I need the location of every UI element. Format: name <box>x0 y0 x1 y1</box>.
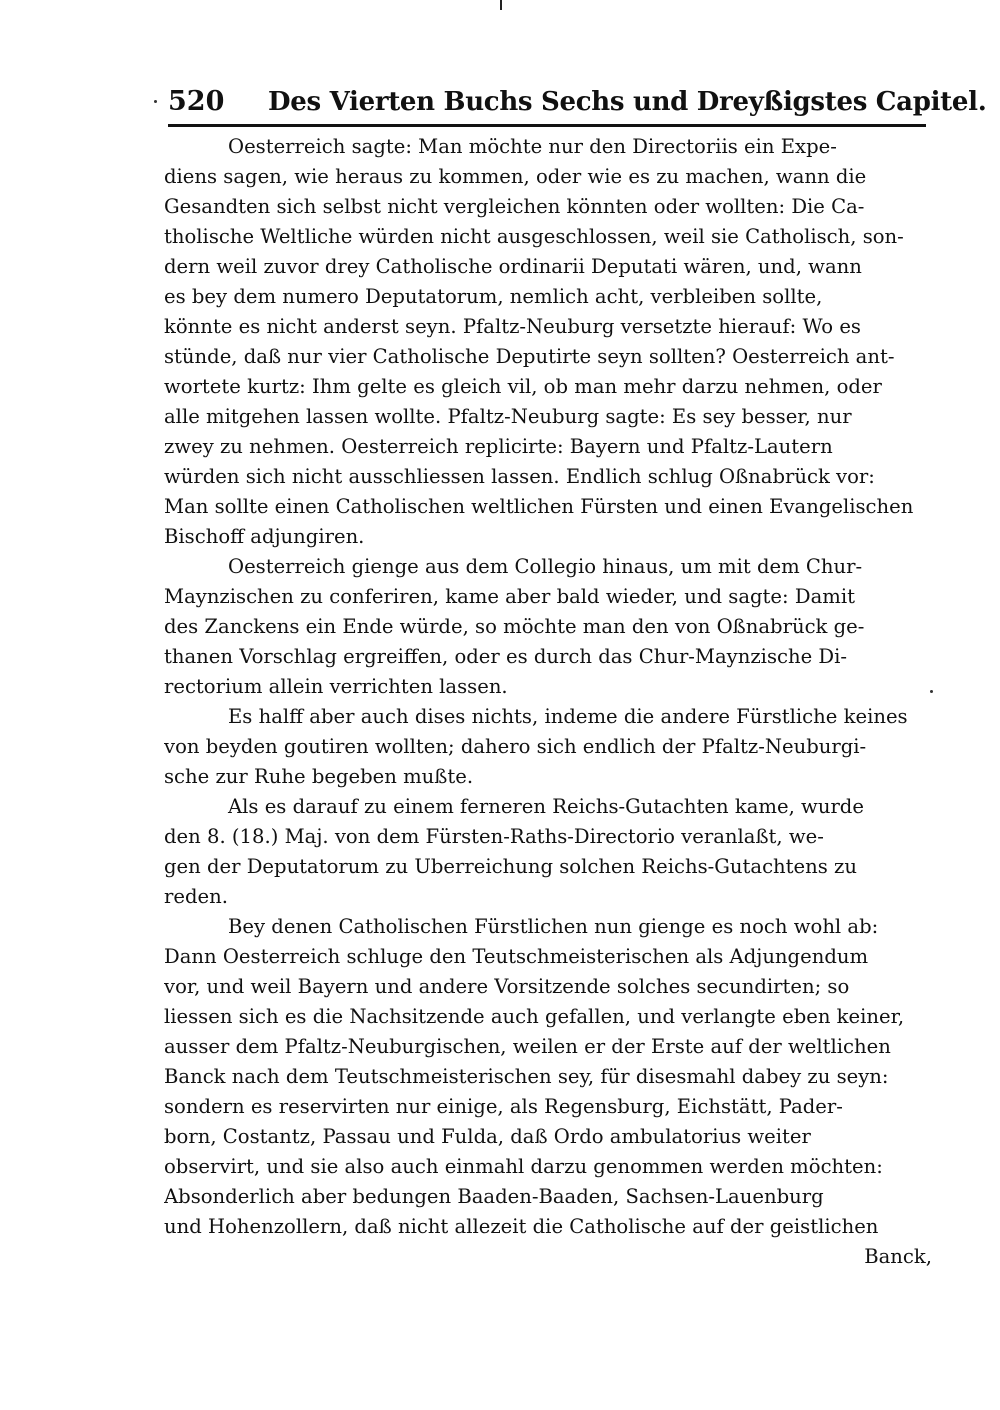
catchword: Banck, <box>864 1245 932 1268</box>
text-line: und Hohenzollern, daß nicht allezeit die Catholische auf der geistlichen <box>164 1215 879 1238</box>
text-line: vor, und weil Bayern und andere Vorsitzende solches secundirten; so <box>164 975 850 998</box>
text-line: alle mitgehen lassen wollte. Pfaltz-Neuburg sagte: Es sey besser, nur <box>164 405 852 428</box>
text-line: den 8. (18.) Maj. von dem Fürsten-Raths-Directorio veranlaßt, we- <box>164 825 824 848</box>
text-line: Man sollte einen Catholischen weltlichen Fürsten und einen Evangelischen <box>164 495 914 518</box>
paragraph <box>164 702 932 792</box>
paragraph <box>164 552 932 702</box>
text-line: rectorium allein verrichten lassen. <box>164 675 508 698</box>
text-line: des Zanckens ein Ende würde, so möchte man den von Oßnabrück ge- <box>164 615 865 638</box>
paragraph <box>164 132 932 552</box>
text-line: observirt, und sie also auch einmahl darzu genommen werden möchten: <box>164 1155 883 1178</box>
text-line: diens sagen, wie heraus zu kommen, oder wie es zu machen, wann die <box>164 165 867 188</box>
text-line: reden. <box>164 885 228 908</box>
text-line: Maynzischen zu conferiren, kame aber bald wieder, und sagte: Damit <box>164 585 855 608</box>
text-line: stünde, daß nur vier Catholische Deputirte seyn sollten? Oesterreich ant- <box>164 345 895 368</box>
text-line: Bey denen Catholischen Fürstlichen nun gienge es noch wohl ab: <box>228 915 879 938</box>
text-line: sondern es reservirten nur einige, als Regensburg, Eichstätt, Pader- <box>164 1095 843 1118</box>
text-line: gen der Deputatorum zu Uberreichung solchen Reichs-Gutachtens zu <box>164 855 857 878</box>
ink-speck <box>930 690 933 693</box>
body-text <box>164 132 932 1272</box>
text-line: würden sich nicht ausschliessen lassen. Endlich schlug Oßnabrück vor: <box>164 465 875 488</box>
page-number: 520 <box>168 86 225 117</box>
text-line: thanen Vorschlag ergreiffen, oder es durch das Chur-Maynzische Di- <box>164 645 848 668</box>
text-line: liessen sich es die Nachsitzende auch gefallen, und verlangte eben keiner, <box>164 1005 905 1028</box>
text-line: wortete kurtz: Ihm gelte es gleich vil, ob man mehr darzu nehmen, oder <box>164 375 882 398</box>
page-header <box>168 82 987 122</box>
text-line: Als es darauf zu einem ferneren Reichs-Gutachten kame, wurde <box>228 795 864 818</box>
header-rule <box>168 124 926 127</box>
text-line: Banck nach dem Teutschmeisterischen sey, für disesmahl dabey zu seyn: <box>164 1065 889 1088</box>
text-line: Oesterreich sagte: Man möchte nur den Directoriis ein Expe- <box>228 135 837 158</box>
text-line: ausser dem Pfaltz-Neuburgischen, weilen er der Erste auf der weltlichen <box>164 1035 891 1058</box>
text-line: Bischoff adjungiren. <box>164 525 365 548</box>
paragraph <box>164 912 932 1242</box>
text-line: Dann Oesterreich schluge den Teutschmeisterischen als Adjungendum <box>164 945 869 968</box>
running-title: Des Vierten Buchs Sechs und Dreyßigstes Capitel. <box>268 87 987 117</box>
text-line: von beyden goutiren wollten; dahero sich endlich der Pfaltz-Neuburgi- <box>164 735 867 758</box>
text-line: Absonderlich aber bedungen Baaden-Baaden, Sachsen-Lauenburg <box>164 1185 824 1208</box>
text-line: Es halff aber auch dises nichts, indeme die andere Fürstliche keines <box>228 705 908 728</box>
text-line: dern weil zuvor drey Catholische ordinarii Deputati wären, und, wann <box>164 255 862 278</box>
text-line: könnte es nicht anderst seyn. Pfaltz-Neuburg versetzte hierauf: Wo es <box>164 315 861 338</box>
text-line: es bey dem numero Deputatorum, nemlich acht, verbleiben sollte, <box>164 285 823 308</box>
paragraph <box>164 792 932 912</box>
text-line: Oesterreich gienge aus dem Collegio hinaus, um mit dem Chur- <box>228 555 863 578</box>
text-line: born, Costantz, Passau und Fulda, daß Ordo ambulatorius weiter <box>164 1125 811 1148</box>
text-line: zwey zu nehmen. Oesterreich replicirte: Bayern und Pfaltz-Lautern <box>164 435 833 458</box>
binding-mark <box>500 0 502 10</box>
text-line: tholische Weltliche würden nicht ausgeschlossen, weil sie Catholisch, son- <box>164 225 904 248</box>
text-line: Gesandten sich selbst nicht vergleichen könnten oder wollten: Die Ca- <box>164 195 865 218</box>
text-line: sche zur Ruhe begeben mußte. <box>164 765 474 788</box>
ink-speck <box>154 100 157 103</box>
